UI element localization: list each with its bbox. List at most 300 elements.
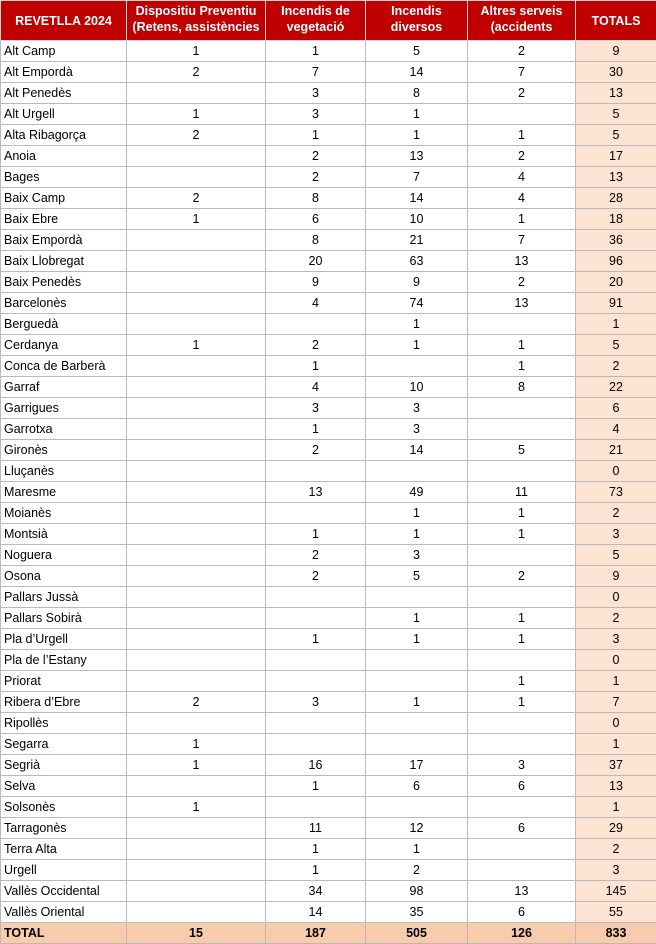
vegetacio-cell: 7: [266, 62, 366, 83]
vegetacio-cell: 2: [266, 545, 366, 566]
table-row: [1, 902, 656, 923]
vegetacio-cell: 2: [266, 167, 366, 188]
total-dispositiu: 15: [127, 923, 266, 944]
diversos-cell: 3: [366, 545, 468, 566]
region-name: Alt Urgell: [1, 104, 127, 125]
table-row: [1, 419, 656, 440]
region-name: Baix Ebre: [1, 209, 127, 230]
diversos-cell: 1: [366, 335, 468, 356]
table-row: [1, 587, 656, 608]
region-name: Ripollès: [1, 713, 127, 734]
region-name: Cerdanya: [1, 335, 127, 356]
table-row: [1, 272, 656, 293]
altres-cell: 7: [468, 62, 576, 83]
dispositiu-cell: [127, 713, 266, 734]
vegetacio-cell: [266, 671, 366, 692]
dispositiu-cell: [127, 503, 266, 524]
region-name: Garrotxa: [1, 419, 127, 440]
diversos-cell: 74: [366, 293, 468, 314]
dispositiu-cell: [127, 419, 266, 440]
diversos-cell: [366, 671, 468, 692]
dispositiu-cell: [127, 650, 266, 671]
diversos-cell: 3: [366, 419, 468, 440]
altres-cell: 2: [468, 41, 576, 62]
totals-cell: 1: [576, 314, 656, 335]
diversos-cell: 10: [366, 377, 468, 398]
vegetacio-cell: 1: [266, 524, 366, 545]
vegetacio-cell: 2: [266, 335, 366, 356]
dispositiu-cell: 1: [127, 41, 266, 62]
altres-cell: 1: [468, 125, 576, 146]
table-row: [1, 776, 656, 797]
totals-cell: 0: [576, 461, 656, 482]
table-row: [1, 671, 656, 692]
vegetacio-cell: [266, 734, 366, 755]
diversos-cell: 14: [366, 440, 468, 461]
diversos-cell: 12: [366, 818, 468, 839]
total-row: [1, 923, 656, 944]
altres-cell: 13: [468, 251, 576, 272]
totals-cell: 4: [576, 419, 656, 440]
region-name: Alta Ribagorça: [1, 125, 127, 146]
region-name: Bages: [1, 167, 127, 188]
table-row: [1, 755, 656, 776]
region-name: Pallars Sobirà: [1, 608, 127, 629]
table-row: [1, 230, 656, 251]
vegetacio-cell: 4: [266, 377, 366, 398]
table-footer: [1, 923, 656, 944]
totals-cell: 37: [576, 755, 656, 776]
dispositiu-cell: 1: [127, 755, 266, 776]
dispositiu-cell: [127, 629, 266, 650]
diversos-cell: [366, 461, 468, 482]
dispositiu-cell: [127, 776, 266, 797]
table-row: [1, 440, 656, 461]
diversos-cell: [366, 797, 468, 818]
table-row: [1, 734, 656, 755]
altres-cell: 2: [468, 566, 576, 587]
table-row: [1, 398, 656, 419]
totals-cell: 5: [576, 335, 656, 356]
region-name: Lluçanès: [1, 461, 127, 482]
altres-cell: 4: [468, 188, 576, 209]
region-name: Garraf: [1, 377, 127, 398]
altres-cell: [468, 461, 576, 482]
dispositiu-cell: [127, 314, 266, 335]
dispositiu-cell: [127, 293, 266, 314]
region-name: Pla de l’Estany: [1, 650, 127, 671]
vegetacio-cell: [266, 314, 366, 335]
dispositiu-cell: [127, 230, 266, 251]
dispositiu-cell: 1: [127, 104, 266, 125]
region-name: Moianès: [1, 503, 127, 524]
dispositiu-cell: [127, 545, 266, 566]
altres-cell: 8: [468, 377, 576, 398]
diversos-cell: 1: [366, 692, 468, 713]
table-row: [1, 692, 656, 713]
vegetacio-cell: 3: [266, 104, 366, 125]
totals-cell: 21: [576, 440, 656, 461]
region-name: Alt Camp: [1, 41, 127, 62]
altres-cell: [468, 797, 576, 818]
dispositiu-cell: 1: [127, 797, 266, 818]
vegetacio-cell: 4: [266, 293, 366, 314]
altres-cell: 13: [468, 293, 576, 314]
totals-cell: 73: [576, 482, 656, 503]
altres-cell: 1: [468, 524, 576, 545]
totals-cell: 2: [576, 503, 656, 524]
diversos-cell: 1: [366, 104, 468, 125]
header-totals: TOTALS: [576, 1, 656, 41]
dispositiu-cell: 2: [127, 692, 266, 713]
altres-cell: 7: [468, 230, 576, 251]
totals-cell: 2: [576, 608, 656, 629]
totals-cell: 2: [576, 356, 656, 377]
dispositiu-cell: [127, 83, 266, 104]
diversos-cell: 13: [366, 146, 468, 167]
region-name: Urgell: [1, 860, 127, 881]
altres-cell: 6: [468, 818, 576, 839]
region-name: Conca de Barberà: [1, 356, 127, 377]
table-row: [1, 629, 656, 650]
region-name: Anoia: [1, 146, 127, 167]
diversos-cell: [366, 650, 468, 671]
altres-cell: [468, 650, 576, 671]
dispositiu-cell: [127, 167, 266, 188]
vegetacio-cell: [266, 503, 366, 524]
totals-cell: 20: [576, 272, 656, 293]
region-name: Pallars Jussà: [1, 587, 127, 608]
total-altres: 126: [468, 923, 576, 944]
totals-cell: 13: [576, 83, 656, 104]
region-name: Baix Llobregat: [1, 251, 127, 272]
table-row: [1, 83, 656, 104]
vegetacio-cell: [266, 587, 366, 608]
altres-cell: 1: [468, 356, 576, 377]
totals-cell: 0: [576, 650, 656, 671]
diversos-cell: 35: [366, 902, 468, 923]
region-name: Maresme: [1, 482, 127, 503]
table-row: [1, 41, 656, 62]
dispositiu-cell: [127, 146, 266, 167]
vegetacio-cell: [266, 608, 366, 629]
totals-cell: 17: [576, 146, 656, 167]
vegetacio-cell: [266, 650, 366, 671]
totals-cell: 36: [576, 230, 656, 251]
diversos-cell: 5: [366, 41, 468, 62]
diversos-cell: 21: [366, 230, 468, 251]
region-name: Priorat: [1, 671, 127, 692]
altres-cell: [468, 734, 576, 755]
header-incendis-vegetacio: Incendis de vegetació: [266, 1, 366, 41]
totals-cell: 5: [576, 125, 656, 146]
vegetacio-cell: [266, 797, 366, 818]
vegetacio-cell: 9: [266, 272, 366, 293]
table-row: [1, 503, 656, 524]
altres-cell: 1: [468, 209, 576, 230]
diversos-cell: 1: [366, 608, 468, 629]
diversos-cell: 49: [366, 482, 468, 503]
total-totals: 833: [576, 923, 656, 944]
totals-cell: 0: [576, 587, 656, 608]
altres-cell: 2: [468, 83, 576, 104]
totals-cell: 13: [576, 776, 656, 797]
table-row: [1, 524, 656, 545]
diversos-cell: 63: [366, 251, 468, 272]
diversos-cell: 10: [366, 209, 468, 230]
totals-cell: 22: [576, 377, 656, 398]
region-name: Garrigues: [1, 398, 127, 419]
region-name: Noguera: [1, 545, 127, 566]
header-dispositiu-preventiu: Dispositiu Preventiu (Retens, assistències: [127, 1, 266, 41]
dispositiu-cell: [127, 839, 266, 860]
vegetacio-cell: 13: [266, 482, 366, 503]
vegetacio-cell: 6: [266, 209, 366, 230]
vegetacio-cell: 1: [266, 125, 366, 146]
vegetacio-cell: 3: [266, 83, 366, 104]
totals-cell: 5: [576, 545, 656, 566]
dispositiu-cell: [127, 608, 266, 629]
altres-cell: 1: [468, 503, 576, 524]
totals-cell: 18: [576, 209, 656, 230]
region-name: Ribera d’Ebre: [1, 692, 127, 713]
altres-cell: 4: [468, 167, 576, 188]
altres-cell: 5: [468, 440, 576, 461]
vegetacio-cell: 16: [266, 755, 366, 776]
diversos-cell: 1: [366, 524, 468, 545]
table-row: [1, 818, 656, 839]
dispositiu-cell: [127, 482, 266, 503]
diversos-cell: 98: [366, 881, 468, 902]
altres-cell: [468, 398, 576, 419]
totals-cell: 6: [576, 398, 656, 419]
totals-cell: 145: [576, 881, 656, 902]
table-row: [1, 860, 656, 881]
table-body: [1, 41, 656, 923]
table-row: [1, 125, 656, 146]
table-row: [1, 608, 656, 629]
diversos-cell: 17: [366, 755, 468, 776]
diversos-cell: 1: [366, 314, 468, 335]
altres-cell: [468, 860, 576, 881]
region-name: Gironès: [1, 440, 127, 461]
region-name: Vallès Occidental: [1, 881, 127, 902]
diversos-cell: 2: [366, 860, 468, 881]
table-row: [1, 62, 656, 83]
table-row: [1, 545, 656, 566]
diversos-cell: 7: [366, 167, 468, 188]
diversos-cell: [366, 587, 468, 608]
region-name: Barcelonès: [1, 293, 127, 314]
vegetacio-cell: 1: [266, 356, 366, 377]
dispositiu-cell: [127, 818, 266, 839]
altres-cell: [468, 419, 576, 440]
dispositiu-cell: 1: [127, 734, 266, 755]
table-row: [1, 251, 656, 272]
table-header: [1, 1, 656, 41]
region-name: Solsonès: [1, 797, 127, 818]
vegetacio-cell: [266, 461, 366, 482]
vegetacio-cell: 8: [266, 188, 366, 209]
header-altres-serveis: Altres serveis (accidents: [468, 1, 576, 41]
dispositiu-cell: 1: [127, 335, 266, 356]
altres-cell: 6: [468, 902, 576, 923]
region-name: Baix Penedès: [1, 272, 127, 293]
vegetacio-cell: 3: [266, 398, 366, 419]
region-name: Terra Alta: [1, 839, 127, 860]
region-name: Osona: [1, 566, 127, 587]
totals-cell: 96: [576, 251, 656, 272]
vegetacio-cell: 1: [266, 860, 366, 881]
totals-cell: 13: [576, 167, 656, 188]
table-row: [1, 881, 656, 902]
altres-cell: [468, 839, 576, 860]
altres-cell: 1: [468, 671, 576, 692]
dispositiu-cell: [127, 398, 266, 419]
altres-cell: [468, 545, 576, 566]
altres-cell: 1: [468, 692, 576, 713]
altres-cell: 2: [468, 272, 576, 293]
region-name: Pla d’Urgell: [1, 629, 127, 650]
table-row: [1, 461, 656, 482]
dispositiu-cell: [127, 524, 266, 545]
diversos-cell: 6: [366, 776, 468, 797]
table-row: [1, 335, 656, 356]
dispositiu-cell: [127, 440, 266, 461]
totals-cell: 7: [576, 692, 656, 713]
altres-cell: [468, 587, 576, 608]
vegetacio-cell: 14: [266, 902, 366, 923]
diversos-cell: 1: [366, 839, 468, 860]
table-row: [1, 146, 656, 167]
dispositiu-cell: [127, 461, 266, 482]
region-name: Vallès Oriental: [1, 902, 127, 923]
table-row: [1, 167, 656, 188]
dispositiu-cell: [127, 566, 266, 587]
totals-cell: 1: [576, 671, 656, 692]
diversos-cell: 3: [366, 398, 468, 419]
altres-cell: [468, 713, 576, 734]
header-region: REVETLLA 2024: [1, 1, 127, 41]
total-label: TOTAL: [1, 923, 127, 944]
table-row: [1, 650, 656, 671]
altres-cell: 3: [468, 755, 576, 776]
diversos-cell: [366, 713, 468, 734]
vegetacio-cell: 2: [266, 146, 366, 167]
totals-cell: 30: [576, 62, 656, 83]
totals-cell: 0: [576, 713, 656, 734]
altres-cell: 13: [468, 881, 576, 902]
dispositiu-cell: 2: [127, 188, 266, 209]
altres-cell: 1: [468, 608, 576, 629]
totals-cell: 3: [576, 524, 656, 545]
dispositiu-cell: [127, 860, 266, 881]
table-row: [1, 566, 656, 587]
vegetacio-cell: 2: [266, 440, 366, 461]
region-name: Alt Empordà: [1, 62, 127, 83]
totals-cell: 9: [576, 566, 656, 587]
totals-cell: 91: [576, 293, 656, 314]
totals-cell: 1: [576, 797, 656, 818]
total-vegetacio: 187: [266, 923, 366, 944]
dispositiu-cell: [127, 671, 266, 692]
dispositiu-cell: [127, 272, 266, 293]
dispositiu-cell: 1: [127, 209, 266, 230]
totals-cell: 5: [576, 104, 656, 125]
totals-cell: 3: [576, 629, 656, 650]
dispositiu-cell: 2: [127, 62, 266, 83]
region-name: Segarra: [1, 734, 127, 755]
region-name: Tarragonès: [1, 818, 127, 839]
table-row: [1, 356, 656, 377]
totals-cell: 9: [576, 41, 656, 62]
region-name: Baix Camp: [1, 188, 127, 209]
vegetacio-cell: 34: [266, 881, 366, 902]
totals-cell: 29: [576, 818, 656, 839]
altres-cell: 1: [468, 629, 576, 650]
totals-cell: 3: [576, 860, 656, 881]
vegetacio-cell: 1: [266, 776, 366, 797]
table-row: [1, 188, 656, 209]
table-row: [1, 293, 656, 314]
diversos-cell: 9: [366, 272, 468, 293]
totals-cell: 28: [576, 188, 656, 209]
region-name: Segrià: [1, 755, 127, 776]
diversos-cell: [366, 356, 468, 377]
vegetacio-cell: 1: [266, 419, 366, 440]
diversos-cell: 8: [366, 83, 468, 104]
altres-cell: 11: [468, 482, 576, 503]
dispositiu-cell: [127, 881, 266, 902]
diversos-cell: 5: [366, 566, 468, 587]
vegetacio-cell: [266, 713, 366, 734]
region-name: Selva: [1, 776, 127, 797]
table-row: [1, 482, 656, 503]
altres-cell: 1: [468, 335, 576, 356]
vegetacio-cell: 8: [266, 230, 366, 251]
region-name: Alt Penedès: [1, 83, 127, 104]
vegetacio-cell: 1: [266, 839, 366, 860]
totals-cell: 1: [576, 734, 656, 755]
dispositiu-cell: [127, 377, 266, 398]
dispositiu-cell: [127, 356, 266, 377]
altres-cell: 2: [468, 146, 576, 167]
dispositiu-cell: [127, 587, 266, 608]
diversos-cell: 14: [366, 188, 468, 209]
dispositiu-cell: 2: [127, 125, 266, 146]
vegetacio-cell: 20: [266, 251, 366, 272]
vegetacio-cell: 2: [266, 566, 366, 587]
diversos-cell: 1: [366, 503, 468, 524]
region-name: Montsià: [1, 524, 127, 545]
table-row: [1, 713, 656, 734]
altres-cell: [468, 314, 576, 335]
diversos-cell: 1: [366, 125, 468, 146]
vegetacio-cell: 3: [266, 692, 366, 713]
vegetacio-cell: 11: [266, 818, 366, 839]
header-incendis-diversos: Incendis diversos: [366, 1, 468, 41]
totals-cell: 55: [576, 902, 656, 923]
totals-cell: 2: [576, 839, 656, 860]
altres-cell: 6: [468, 776, 576, 797]
table-row: [1, 377, 656, 398]
total-diversos: 505: [366, 923, 468, 944]
table-row: [1, 209, 656, 230]
diversos-cell: [366, 734, 468, 755]
region-name: Berguedà: [1, 314, 127, 335]
table-row: [1, 314, 656, 335]
altres-cell: [468, 104, 576, 125]
